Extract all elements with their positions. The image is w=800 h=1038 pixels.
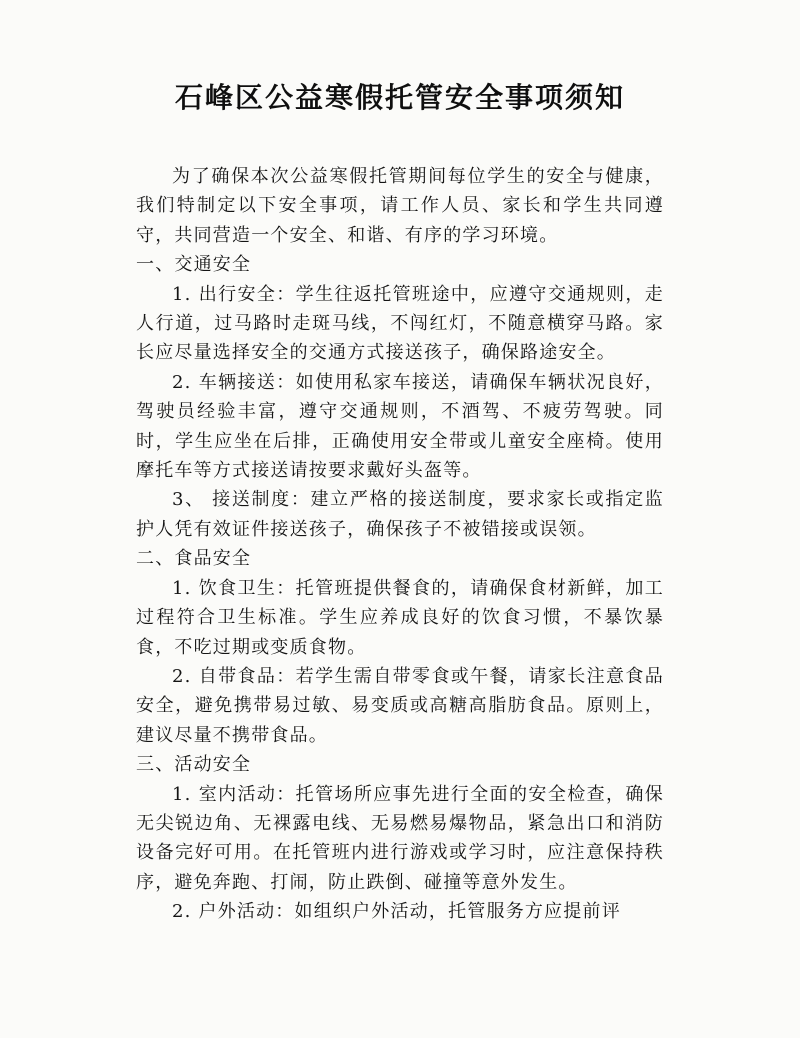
activity-item-1: 1. 室内活动：托管场所应事先进行全面的安全检查，确保无尖锐边角、无裸露电线、无易燃易爆物品，紧急出口和消防设备完好可用。在托管班内进行游戏或学习时，应注意保持秩序，避免奔跑、打闹，防止跌倒、碰撞等意外发生。 [136,783,664,893]
activity-item-2: 2. 户外活动：如组织户外活动，托管服务方应提前评 [172,901,621,923]
section-heading-activity: 三、活动安全 [136,754,252,776]
document-body [136,162,664,927]
food-item-2: 2. 自带食品：若学生需自带零食或午餐，请家长注意食品安全，避免携带易过敏、易变质或高糖高脂肪食品。原则上，建议尽量不携带食品。 [136,665,664,746]
section-heading-food: 二、食品安全 [136,548,252,570]
traffic-item-1: 1. 出行安全：学生往返托管班途中，应遵守交通规则，走人行道，过马路时走斑马线，不闯红灯，不随意横穿马路。家长应尽量选择安全的交通方式接送孩子，确保路途安全。 [136,283,664,364]
document-title: 石峰区公益寒假托管安全事项须知 [174,81,625,114]
traffic-item-2: 2. 车辆接送：如使用私家车接送，请确保车辆状况良好，驾驶员经验丰富，遵守交通规则，不酒驾、不疲劳驾驶。同时，学生应坐在后排，正确使用安全带或儿童安全座椅。使用摩托车等方式接送请按要求戴好头盔等。 [136,371,664,482]
intro-paragraph: 为了确保本次公益寒假托管期间每位学生的安全与健康，我们特制定以下安全事项，请工作人员、家长和学生共同遵守，共同营造一个安全、和谐、有序的学习环境。 [136,166,664,246]
traffic-item-3: 3、 接送制度：建立严格的接送制度，要求家长或指定监护人凭有效证件接送孩子，确保孩子不被错接或误领。 [136,489,664,540]
section-heading-traffic: 一、交通安全 [136,254,252,276]
food-item-1: 1. 饮食卫生：托管班提供餐食的，请确保食材新鲜，加工过程符合卫生标准。学生应养成良好的饮食习惯，不暴饮暴食，不吃过期或变质食物。 [136,577,664,658]
